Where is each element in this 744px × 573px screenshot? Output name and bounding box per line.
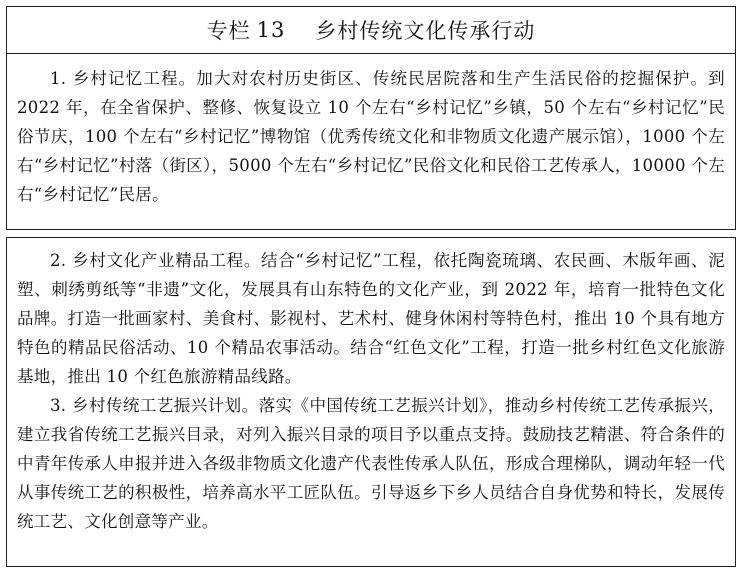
column-box-bottom (6, 237, 736, 567)
column-box-top (6, 6, 736, 230)
section-3-paragraph: 3. 乡村传统工艺振兴计划。落实《中国传统工艺振兴计划》，推动乡村传统工艺传承振兴，建立我省传统工艺振兴目录，对列入振兴目录的项目予以重点支持。鼓励技艺精湛、符合条件的中青年传承人申报并进入各级非物质文化遗产代表性传承人队伍，形成合理梯队，调动年轻一代从事传统工艺的积极性，培养高水平工匠队伍。引导返乡下乡人员结合自身优势和特长，发展传统工艺、文化创意等产业。 (17, 396, 725, 531)
column-title (7, 7, 735, 54)
section-2-paragraph: 2. 乡村文化产业精品工程。结合“乡村记忆”工程，依托陶瓷琉璃、农民画、木版年画、泥塑、刺绣剪纸等“非遗”文化，发展具有山东特色的文化产业，到 2022 年，培育一批特色文化品牌。打造一批画家村、美食村、影视村、艺术村、健身休闲村等特色村，推出 10 个具有地方特色的精品民俗活动、10 个精品农事活动。结合“红色文化”工程，打造一批乡村红色文化旅游基地，推出 10 个红色旅游精品线路。 (17, 251, 725, 386)
column-prefix: 专栏 (206, 19, 251, 43)
column-heading: 乡村传统文化传承行动 (315, 19, 536, 43)
section-1-paragraph: 1. 乡村记忆工程。加大对农村历史街区、传统民居院落和生产生活民俗的挖掘保护。到 2022 年，在全省保护、整修、恢复设立 10 个左右“乡村记忆”乡镇，50 个左右“乡村记忆”民俗节庆，100 个左右“乡村记忆”博物馆（优秀传统文化和非物质文化遗产展示馆），1000 个左右“乡村记忆”村落（街区），5000 个左右“乡村记忆”民俗文化和民俗工艺传承人，10000 个左右“乡村记忆”民居。 (17, 69, 725, 204)
column-number: 13 (256, 18, 286, 42)
